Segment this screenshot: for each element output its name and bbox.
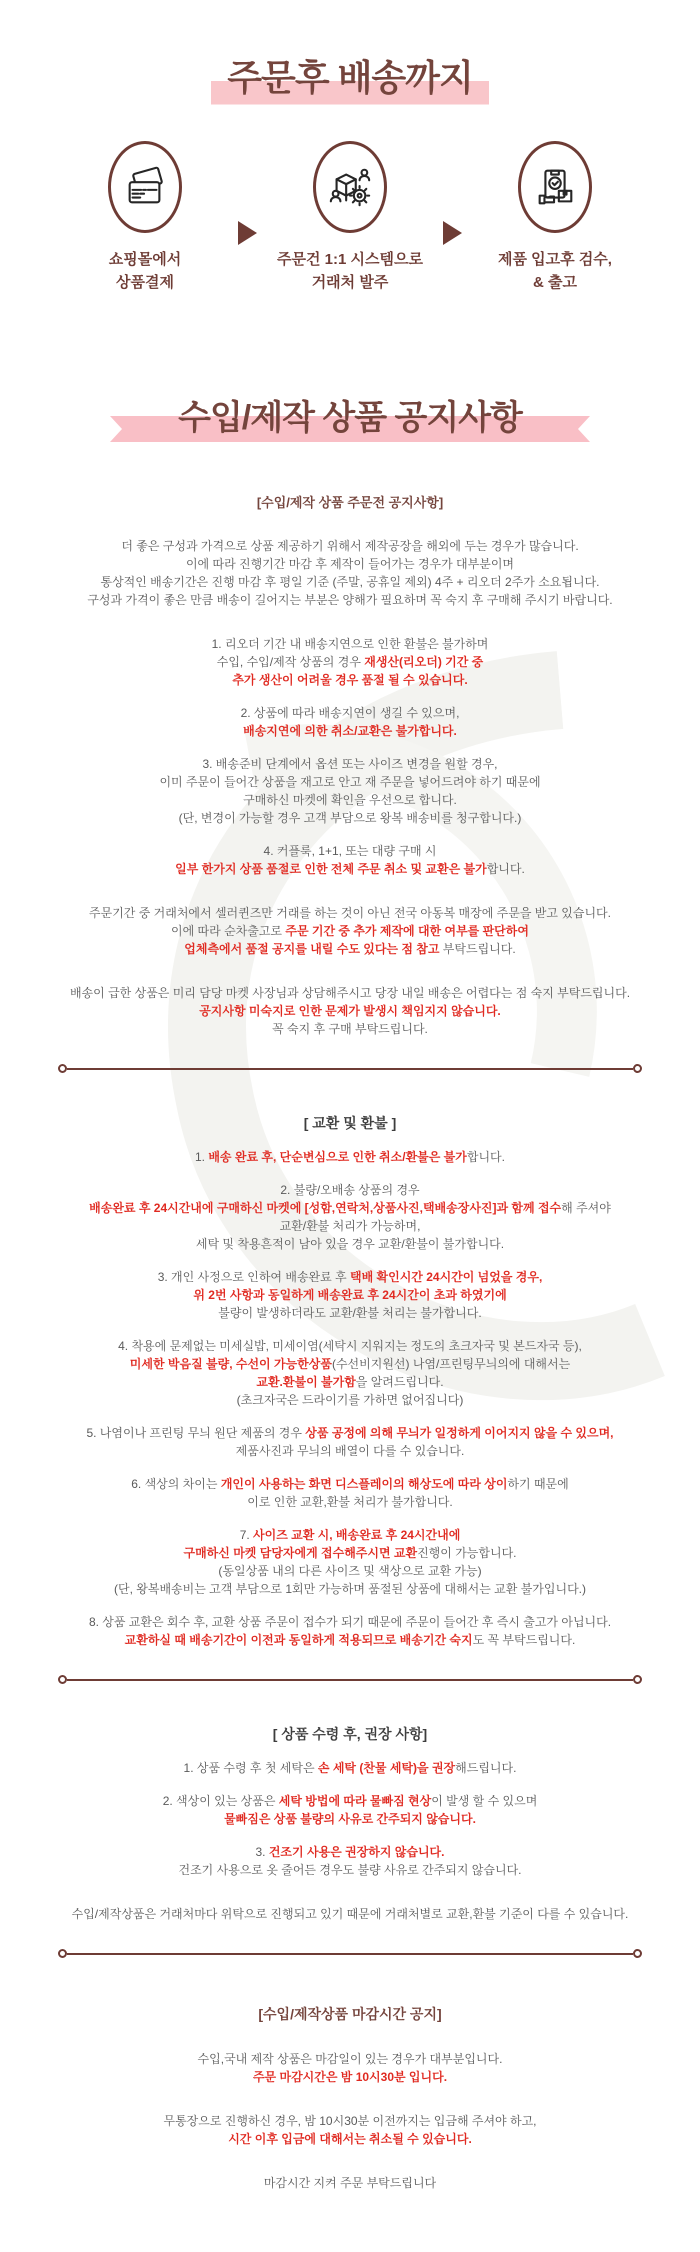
recommendation-section — [0, 1724, 700, 1923]
recommend-item-1: 1. 상품 수령 후 첫 세탁은 손 세탁 (찬물 세탁)을 권장해드립니다. — [183, 1761, 517, 1775]
step-label: 쇼핑몰에서 상품결제 — [108, 251, 182, 291]
step-circle — [518, 141, 592, 233]
process-step-order-system — [257, 141, 443, 294]
exchange-item-3: 3. 개인 사정으로 인하여 배송완료 후 택배 확인시간 24시간이 넘었을 경우, 위 2번 사항과 동일하게 배송완료 후 24시간이 초과 하였기에 불량이 발생하더라도 교환/환불 처리는 불가합니다. — [157, 1270, 543, 1320]
arrow-right-icon — [238, 221, 257, 245]
process-title: 주문후 배송까지 — [211, 50, 488, 107]
divider-dot — [633, 1949, 642, 1958]
process-step-payment — [52, 141, 238, 294]
credit-card-icon — [122, 164, 168, 210]
divider-line — [67, 1953, 633, 1955]
exchange-item-8: 8. 상품 교환은 회수 후, 교환 상품 주문이 접수가 되기 때문에 주문이 들어간 후 즉시 출고가 아닙니다. 교환하실 때 배송기간이 이전과 동일하게 적용되므로 배송기간 숙지도 꼭 부탁드립니다. — [88, 1615, 612, 1647]
deadline-time-note: 수입,국내 제작 상품은 마감일이 있는 경우가 대부분입니다. 주문 마감시간은 밤 10시30분 입니다. — [197, 2052, 503, 2084]
pre-order-item-4: 4. 커플룩, 1+1, 또는 대량 구매 시 일부 한가지 상품 품절로 인한 전체 주문 취소 및 교환은 불가합니다. — [175, 844, 525, 876]
section-divider — [58, 1675, 642, 1684]
divider-dot — [633, 1064, 642, 1073]
pre-order-intro: 더 좋은 구성과 가격으로 상품 제공하기 위해서 제작공장을 해외에 두는 경우가 많습니다. 이에 따라 진행기간 마감 후 제작이 들어가는 경우가 대부분이며 통상적인 배송기간은 진행 마감 후 평일 기준 (주말, 공휴일 제외) 4주 + 리오더 2주가 소요됩니다. 구성과 가격이 좋은 만큼 배송이 길어지는 부분은 양해가 필요하며 꼭 숙지 후 구매해 주시기 바랍니다. — [87, 539, 613, 607]
exchange-refund-section — [0, 1113, 700, 1649]
section-divider — [58, 1949, 642, 1958]
recommendation-heading: [ 상품 수령 후, 권장 사항] — [272, 1726, 428, 1742]
divider-line — [67, 1068, 633, 1070]
divider-dot — [58, 1064, 67, 1073]
step-circle — [108, 141, 182, 233]
deadline-closing-note: 마감시간 지켜 주문 부탁드립니다 — [263, 2176, 437, 2190]
exchange-item-1: 1. 배송 완료 후, 단순변심으로 인한 취소/환불은 불가합니다. — [195, 1150, 505, 1164]
section-divider — [58, 1064, 642, 1073]
pre-order-item-2: 2. 상품에 따라 배송지연이 생길 수 있으며, 배송지연에 의한 취소/교환은 불가합니다. — [240, 706, 460, 738]
divider-dot — [58, 1675, 67, 1684]
recommend-item-3: 3. 건조기 사용은 권장하지 않습니다. 건조기 사용으로 옷 줄어든 경우도 불량 사유로 간주되지 않습니다. — [178, 1845, 522, 1877]
exchange-item-7: 7. 사이즈 교환 시, 배송완료 후 24시간내에 구매하신 마켓 담당자에게 접수해주시면 교환진행이 가능합니다. (동일상품 내의 다른 사이즈 및 색상으로 교환 가능) (단, 왕복배송비는 고객 부담으로 1회만 가능하며 품절된 상품에 대해서는 교환 불가입니다.) — [114, 1528, 586, 1596]
exchange-item-6: 6. 색상의 차이는 개인이 사용하는 화면 디스플레이의 해상도에 따라 상이하기 때문에 이로 인한 교환,환불 처리가 불가합니다. — [131, 1477, 569, 1509]
step-label: 주문건 1:1 시스템으로 거래처 발주 — [277, 251, 423, 291]
notice-title: 수입/제작 상품 공지사항 — [178, 399, 522, 437]
order-system-icon — [327, 164, 373, 210]
order-process-section — [0, 0, 700, 294]
notice-title-wrap — [0, 390, 700, 446]
step-circle — [313, 141, 387, 233]
exchange-item-4: 4. 착용에 문제없는 미세실밥, 미세이염(세탁시 지워지는 정도의 초크자국 및 본드자국 등), 미세한 박음질 불량, 수선이 가능한상품(수선비지원선) 나염/프린팅무늬의에 대해서는 교환.환불이 불가함을 알려드립니다. (초크자국은 드라이기를 가하면 없어집니다) — [118, 1339, 582, 1407]
inspection-icon — [532, 164, 578, 210]
pre-order-seller-note: 주문기간 중 거래처에서 셀러퀸즈만 거래를 하는 것이 아닌 전국 아동복 매장에 주문을 받고 있습니다. 이에 따라 순차출고로 주문 기간 중 추가 제작에 대한 여부를 판단하여 업체측에서 품절 공지를 내릴 수도 있다는 점 참고 부탁드립니다. — [89, 906, 611, 956]
pre-order-heading: [수입/제작 상품 주문전 공지사항] — [256, 495, 444, 510]
step-label: 제품 입고후 검수, & 출고 — [498, 251, 612, 291]
pre-order-notice-section — [0, 492, 700, 1038]
exchange-item-2: 2. 불량/오배송 상품의 경우 배송완료 후 24시간내에 구매하신 마켓에 [성함,연락처,상품사진,택배송장사진]과 함께 접수해 주셔야 교환/환불 처리가 가능하며, 세탁 및 착용흔적이 남아 있을 경우 교환/환불이 불가합니다. — [89, 1183, 611, 1251]
pre-order-urgent-note: 배송이 급한 상품은 미리 담당 마켓 사장님과 상담해주시고 당장 내일 배송은 어렵다는 점 숙지 부탁드립니다. 공지사항 미숙지로 인한 문제가 발생시 책임지지 않습니다. 꼭 숙지 후 구매 부탁드립니다. — [69, 986, 631, 1036]
deadline-deposit-note: 무통장으로 진행하신 경우, 밤 10시30분 이전까지는 입금해 주셔야 하고, 시간 이후 입금에 대해서는 취소될 수 있습니다. — [163, 2114, 537, 2146]
consignment-note: 수입/제작상품은 거래처마다 위탁으로 진행되고 있기 때문에 거래처별로 교환,환불 기준이 다를 수 있습니다. — [71, 1907, 629, 1921]
recommend-item-2: 2. 색상이 있는 상품은 세탁 방법에 따라 물빠짐 현상이 발생 할 수 있으며 물빠짐은 상품 불량의 사유로 간주되지 않습니다. — [162, 1794, 538, 1826]
process-step-inspection — [462, 141, 648, 294]
process-steps — [0, 141, 700, 294]
exchange-heading: [ 교환 및 환불 ] — [303, 1115, 397, 1131]
divider-dot — [633, 1675, 642, 1684]
arrow-right-icon — [443, 221, 462, 245]
exchange-item-5: 5. 나염이나 프린팅 무늬 원단 제품의 경우 상품 공정에 의해 무늬가 일정하게 이어지지 않을 수 있으며, 제품사진과 무늬의 배열이 다를 수 있습니다. — [86, 1426, 614, 1458]
divider-line — [67, 1679, 633, 1681]
deadline-heading: [수입/제작상품 마감시간 공지] — [258, 2006, 442, 2022]
deadline-section — [0, 2004, 700, 2252]
divider-dot — [58, 1949, 67, 1958]
pre-order-item-3: 3. 배송준비 단계에서 옵션 또는 사이즈 변경을 원할 경우, 이미 주문이 들어간 상품을 재고로 안고 재 주문을 넣어드려야 하기 때문에 구매하신 마켓에 확인을 우선으로 합니다. (단, 변경이 가능할 경우 고객 부담으로 왕복 배송비를 청구합니다.) — [159, 757, 541, 825]
pre-order-item-1: 1. 리오더 기간 내 배송지연으로 인한 환불은 불가하며 수입, 수입/제작 상품의 경우 재생산(리오더) 기간 중 추가 생산이 어려울 경우 품절 될 수 있습니다. — [211, 637, 489, 687]
